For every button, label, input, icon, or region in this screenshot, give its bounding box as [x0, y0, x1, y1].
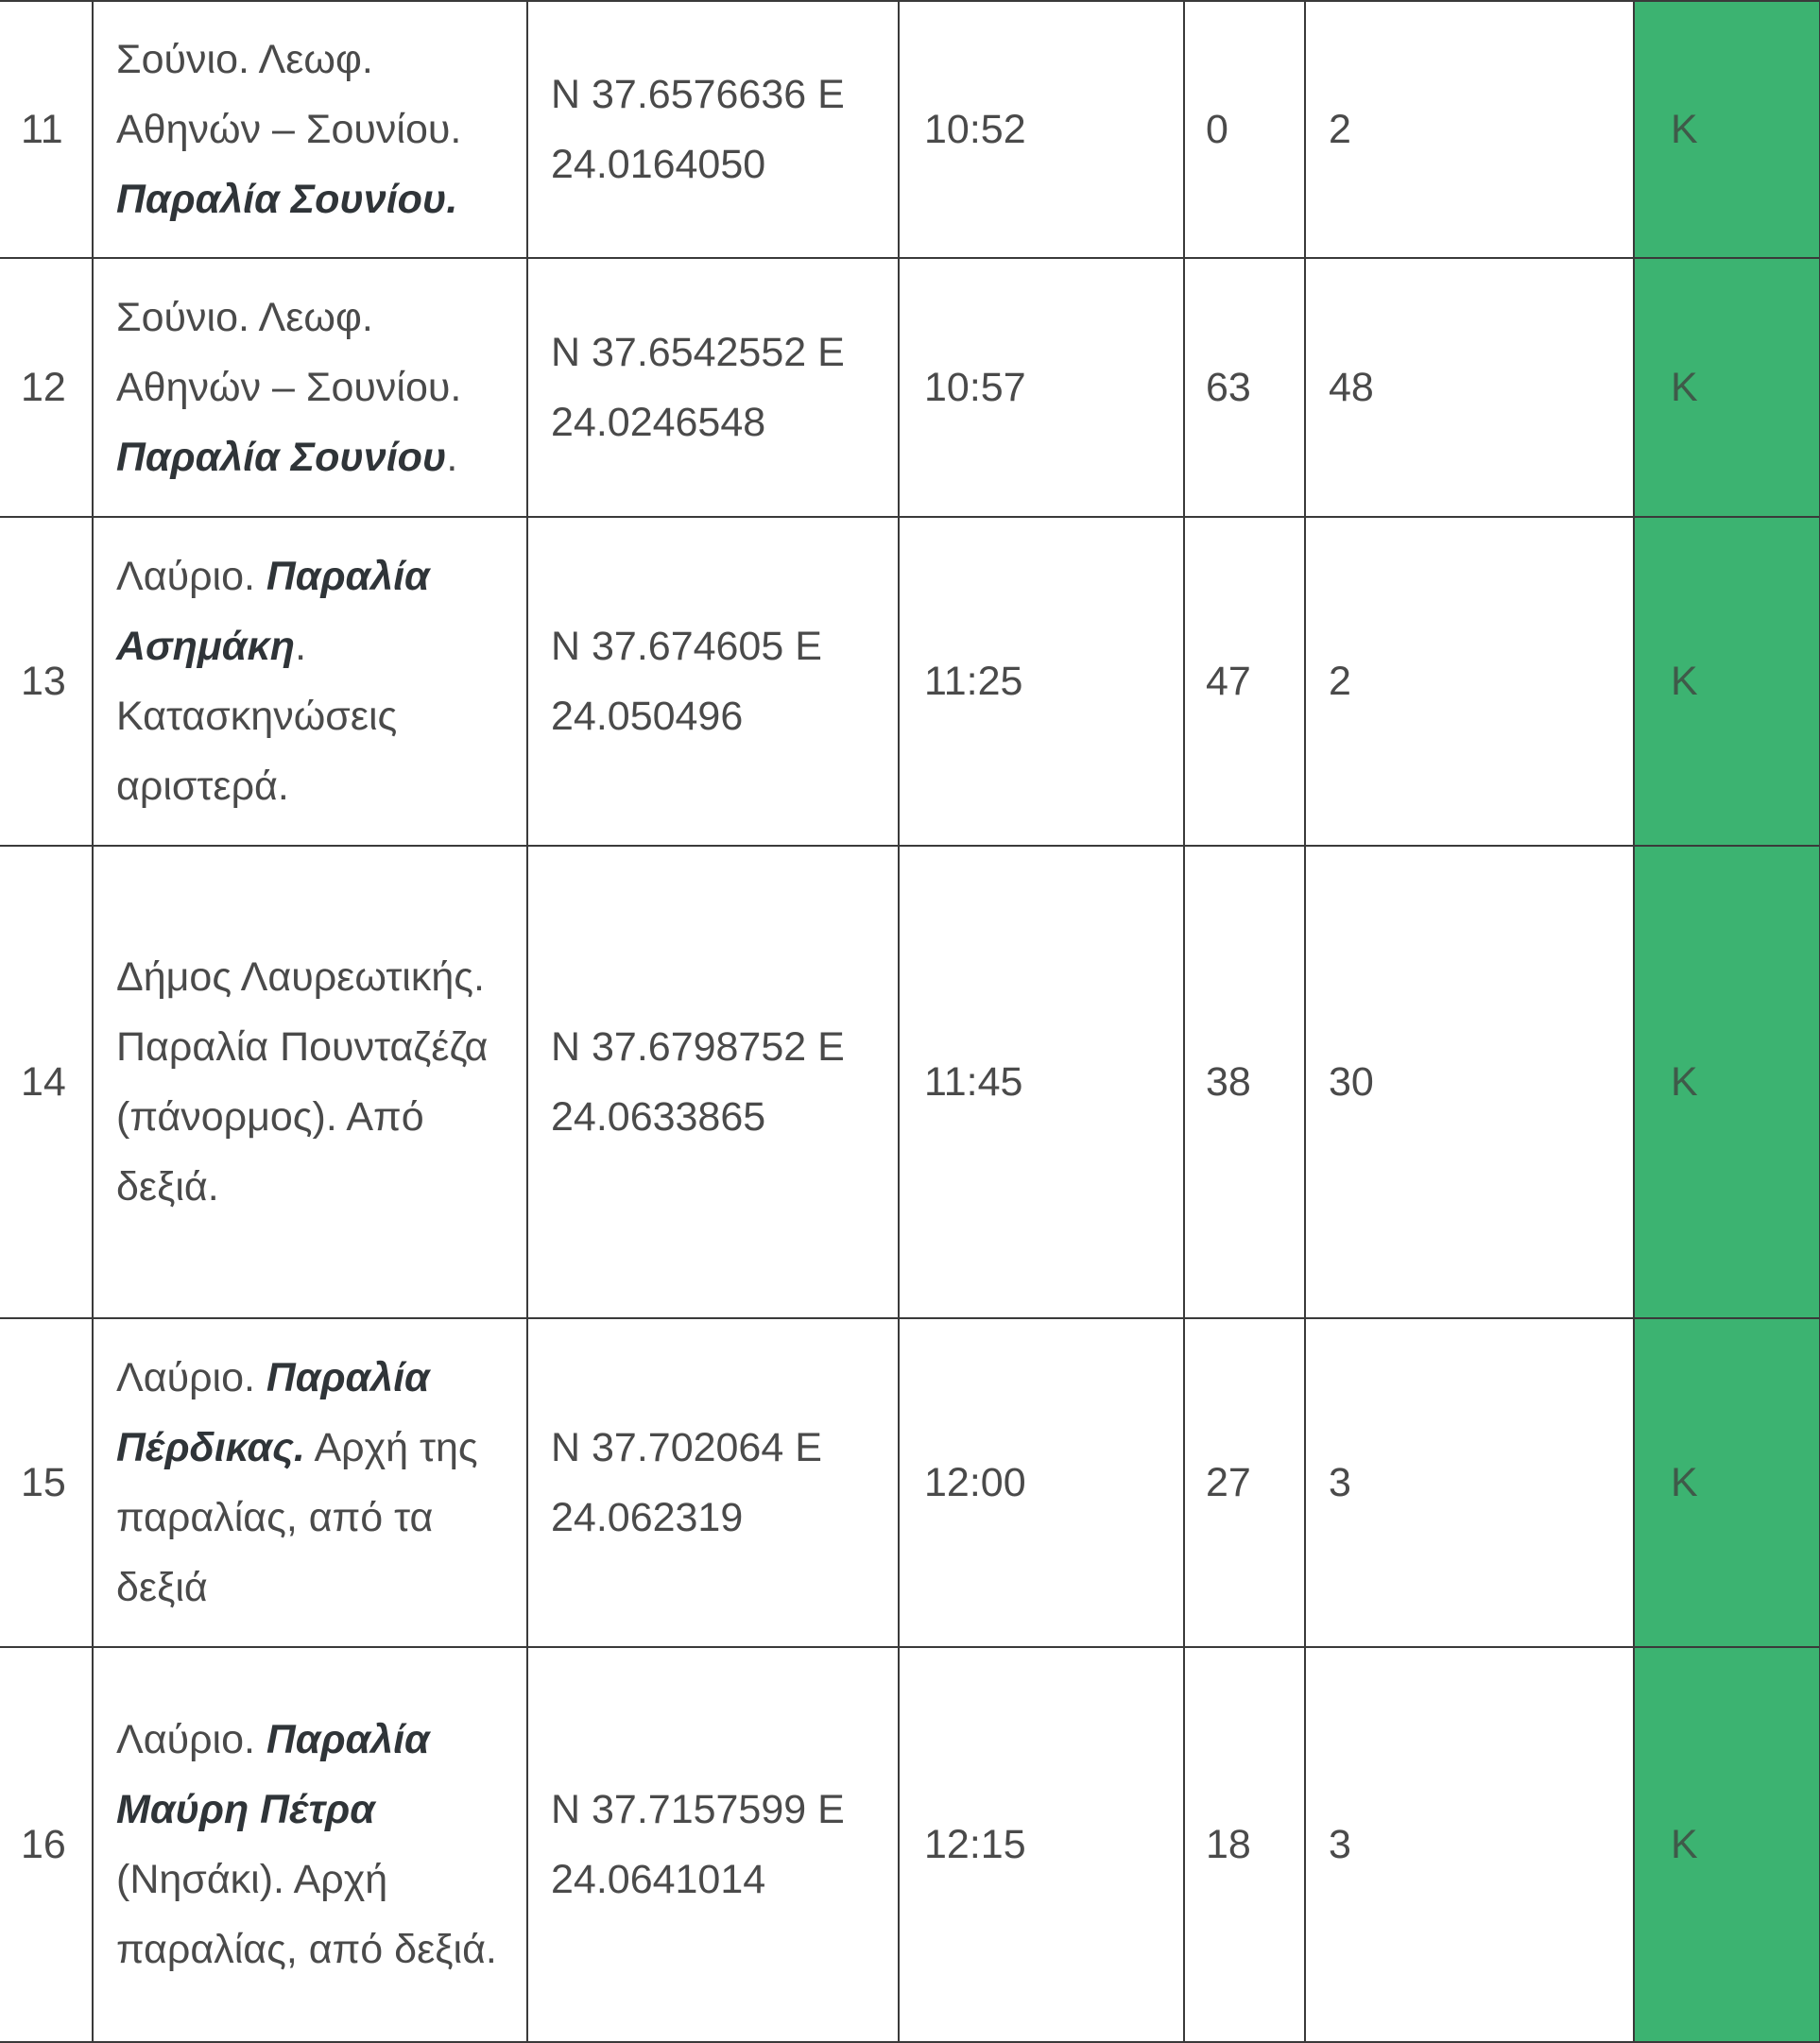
gps-coordinates: N 37.674605 E 24.050496: [527, 517, 899, 846]
gps-coordinates: N 37.7157599 E 24.0641014: [527, 1647, 899, 2042]
beach-name: Παραλία Ασημάκη: [116, 554, 430, 669]
status-badge: K: [1634, 846, 1820, 1318]
location-note: (Νησάκι). Αρχή παραλίας, από δεξιά.: [116, 1857, 497, 1972]
beach-name: Παραλία Σουνίου: [116, 435, 447, 480]
measurement-b: 48: [1305, 258, 1634, 517]
measurement-b: 2: [1305, 517, 1634, 846]
measurement-b: 3: [1305, 1647, 1634, 2042]
location-cell: [93, 258, 527, 517]
sample-time: 11:45: [899, 846, 1184, 1318]
row-number: 11: [0, 1, 93, 258]
measurement-a: 47: [1184, 517, 1305, 846]
beach-name: Παραλία Μαύρη Πέτρα: [116, 1717, 430, 1832]
table-row: [0, 258, 1820, 517]
location-text: Λαύριο.: [116, 554, 266, 599]
location-cell: [93, 846, 527, 1318]
beach-name: Παραλία Σουνίου.: [116, 177, 458, 222]
table-body: [0, 1, 1820, 2042]
measurement-a: 0: [1184, 1, 1305, 258]
table-row: [0, 1647, 1820, 2042]
location-cell: [93, 1647, 527, 2042]
status-badge: K: [1634, 517, 1820, 846]
measurement-a: 18: [1184, 1647, 1305, 2042]
sample-time: 10:57: [899, 258, 1184, 517]
row-number: 13: [0, 517, 93, 846]
location-text: Σούνιο. Λεωφ. Αθηνών – Σουνίου.: [116, 37, 462, 152]
table-row: [0, 1318, 1820, 1647]
measurement-b: 3: [1305, 1318, 1634, 1647]
status-badge: K: [1634, 258, 1820, 517]
measurement-b: 30: [1305, 846, 1634, 1318]
location-text: Δήμος Λαυρεωτικής. Παραλία Πουνταζέζα (πάνορμος). Από δεξιά.: [116, 954, 489, 1210]
measurement-a: 27: [1184, 1318, 1305, 1647]
gps-coordinates: N 37.702064 E 24.062319: [527, 1318, 899, 1647]
table-row: [0, 1, 1820, 258]
location-note: . Κατασκηνώσεις αριστερά.: [116, 624, 398, 809]
row-number: 12: [0, 258, 93, 517]
status-badge: K: [1634, 1318, 1820, 1647]
table-row: [0, 517, 1820, 846]
row-number: 15: [0, 1318, 93, 1647]
row-number: 14: [0, 846, 93, 1318]
gps-coordinates: N 37.6798752 E 24.0633865: [527, 846, 899, 1318]
row-number: 16: [0, 1647, 93, 2042]
gps-coordinates: N 37.6576636 E 24.0164050: [527, 1, 899, 258]
beach-name: Παραλία Πέρδικας.: [116, 1355, 430, 1470]
status-badge: K: [1634, 1647, 1820, 2042]
table-row: [0, 846, 1820, 1318]
gps-coordinates: N 37.6542552 E 24.0246548: [527, 258, 899, 517]
location-text: Σούνιο. Λεωφ. Αθηνών – Σουνίου.: [116, 295, 462, 410]
sample-time: 11:25: [899, 517, 1184, 846]
measurement-b: 2: [1305, 1, 1634, 258]
status-badge: K: [1634, 1, 1820, 258]
location-note: .: [446, 435, 458, 480]
measurement-a: 63: [1184, 258, 1305, 517]
location-note: Αρχή της παραλίας, από τα δεξιά: [116, 1425, 478, 1610]
location-cell: [93, 1, 527, 258]
sample-time: 12:15: [899, 1647, 1184, 2042]
location-cell: [93, 517, 527, 846]
measurement-a: 38: [1184, 846, 1305, 1318]
location-text: Λαύριο.: [116, 1355, 266, 1400]
location-cell: [93, 1318, 527, 1647]
sample-time: 10:52: [899, 1, 1184, 258]
sample-time: 12:00: [899, 1318, 1184, 1647]
location-text: Λαύριο.: [116, 1717, 266, 1762]
